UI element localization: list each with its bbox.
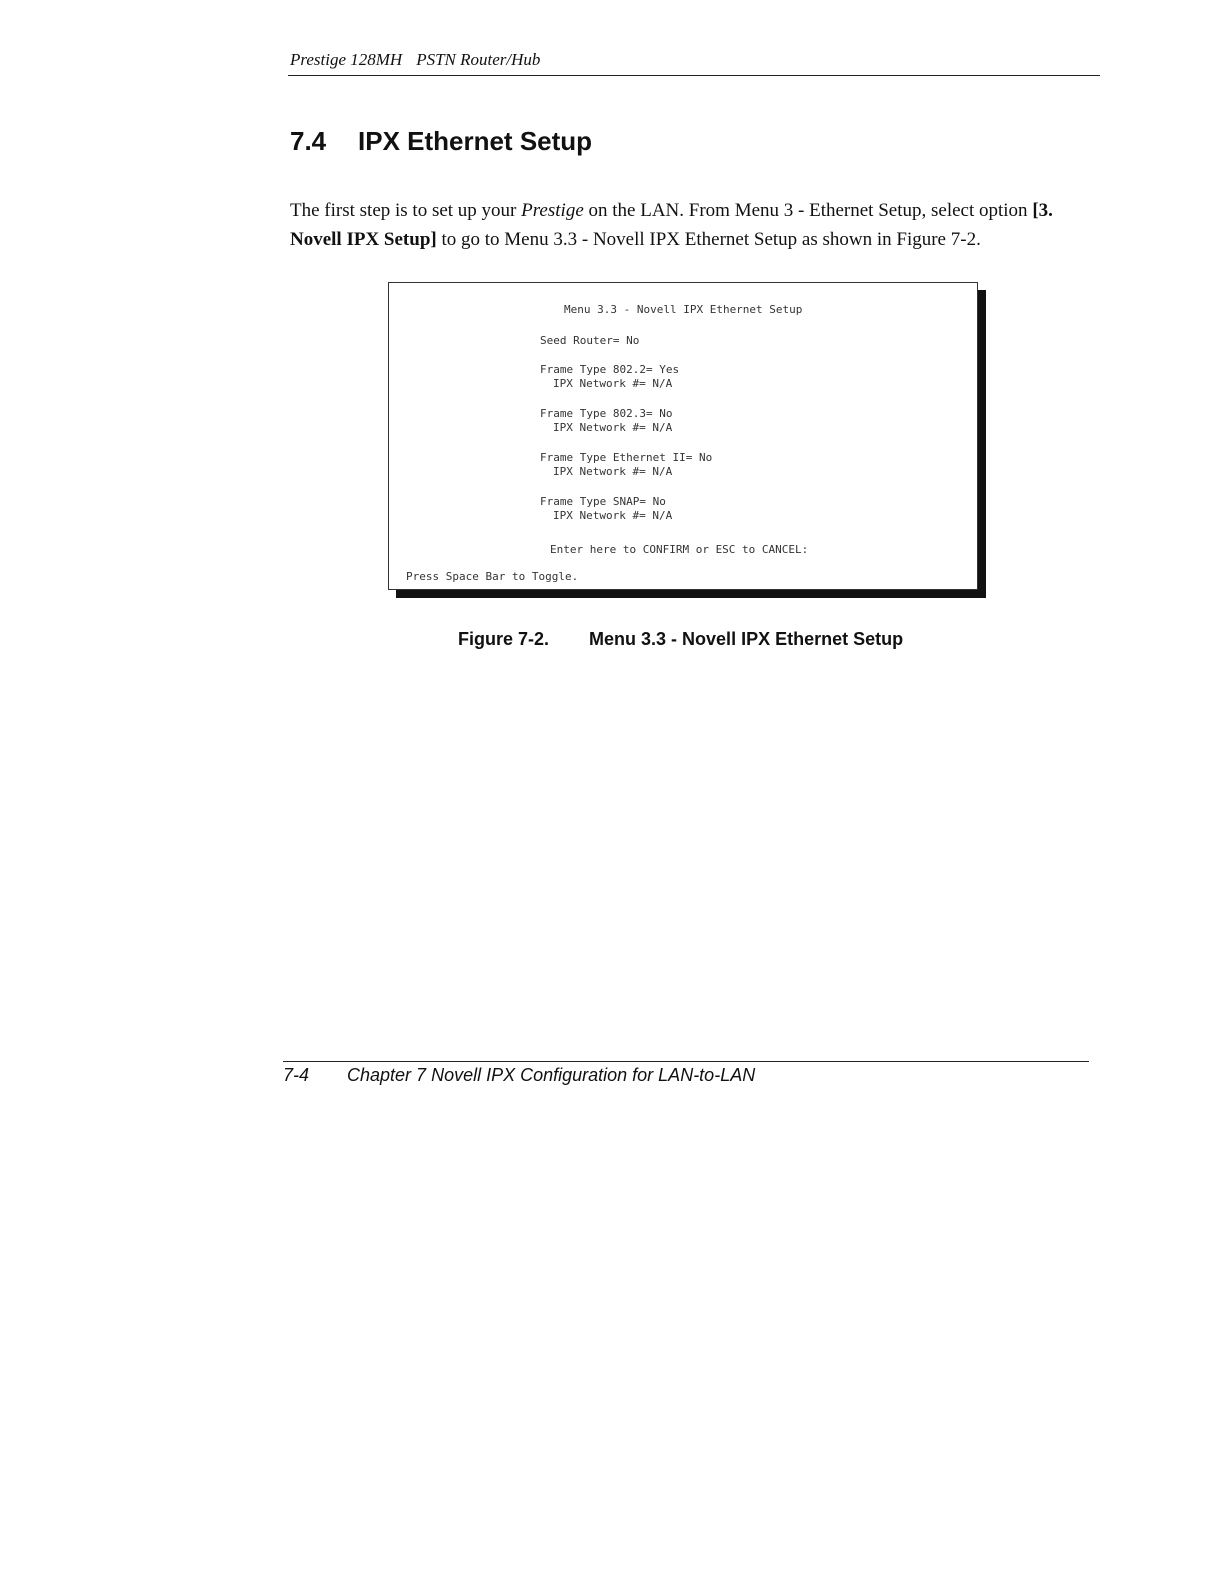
section-number: 7.4 xyxy=(290,126,327,156)
intro-text-3: to go to Menu 3.3 - Novell IPX Ethernet Setup as shown in Figure 7-2. xyxy=(436,229,981,250)
ipx-network-802-2-field[interactable]: IPX Network #= N/A xyxy=(553,377,673,390)
header-rule xyxy=(288,75,1100,76)
figure-caption xyxy=(458,629,903,650)
terminal-screen xyxy=(388,282,978,590)
intro-product: Prestige xyxy=(521,200,584,221)
intro-text-1: The first step is to set up your xyxy=(290,200,522,221)
header-subtitle: PSTN Router/Hub xyxy=(416,50,541,69)
running-header xyxy=(290,50,540,70)
ipx-network-802-3-field[interactable]: IPX Network #= N/A xyxy=(553,421,673,434)
frame-type-snap-field[interactable]: Frame Type SNAP= No xyxy=(540,495,666,508)
intro-option: [3. Novell IPX Setup] xyxy=(290,200,1053,250)
ipx-network-snap-field[interactable]: IPX Network #= N/A xyxy=(553,509,673,522)
ipx-network-ethernet-ii-field[interactable]: IPX Network #= N/A xyxy=(553,465,673,478)
figure-title: Menu 3.3 - Novell IPX Ethernet Setup xyxy=(589,629,904,649)
intro-text-2: on the LAN. From Menu 3 - Ethernet Setup, select option xyxy=(583,200,1033,221)
chapter-title: Chapter 7 Novell IPX Configuration for LAN-to-LAN xyxy=(347,1065,756,1085)
section-heading xyxy=(290,126,592,157)
frame-type-802-3-field[interactable]: Frame Type 802.3= No xyxy=(540,407,673,420)
frame-type-802-2-field[interactable]: Frame Type 802.2= Yes xyxy=(540,363,680,376)
figure-label: Figure 7-2. xyxy=(458,629,550,649)
intro-paragraph xyxy=(290,196,1100,254)
confirm-prompt[interactable]: Enter here to CONFIRM or ESC to CANCEL: xyxy=(550,543,809,556)
toggle-hint: Press Space Bar to Toggle. xyxy=(406,570,579,583)
menu-title: Menu 3.3 - Novell IPX Ethernet Setup xyxy=(564,303,803,316)
seed-router-field[interactable]: Seed Router= No xyxy=(540,334,640,347)
frame-type-ethernet-ii-field[interactable]: Frame Type Ethernet II= No xyxy=(540,451,713,464)
section-title: IPX Ethernet Setup xyxy=(358,126,593,156)
footer-rule xyxy=(283,1061,1089,1062)
header-product: Prestige 128MH xyxy=(290,50,403,69)
page-number: 7-4 xyxy=(283,1065,310,1085)
page-footer xyxy=(283,1065,755,1086)
